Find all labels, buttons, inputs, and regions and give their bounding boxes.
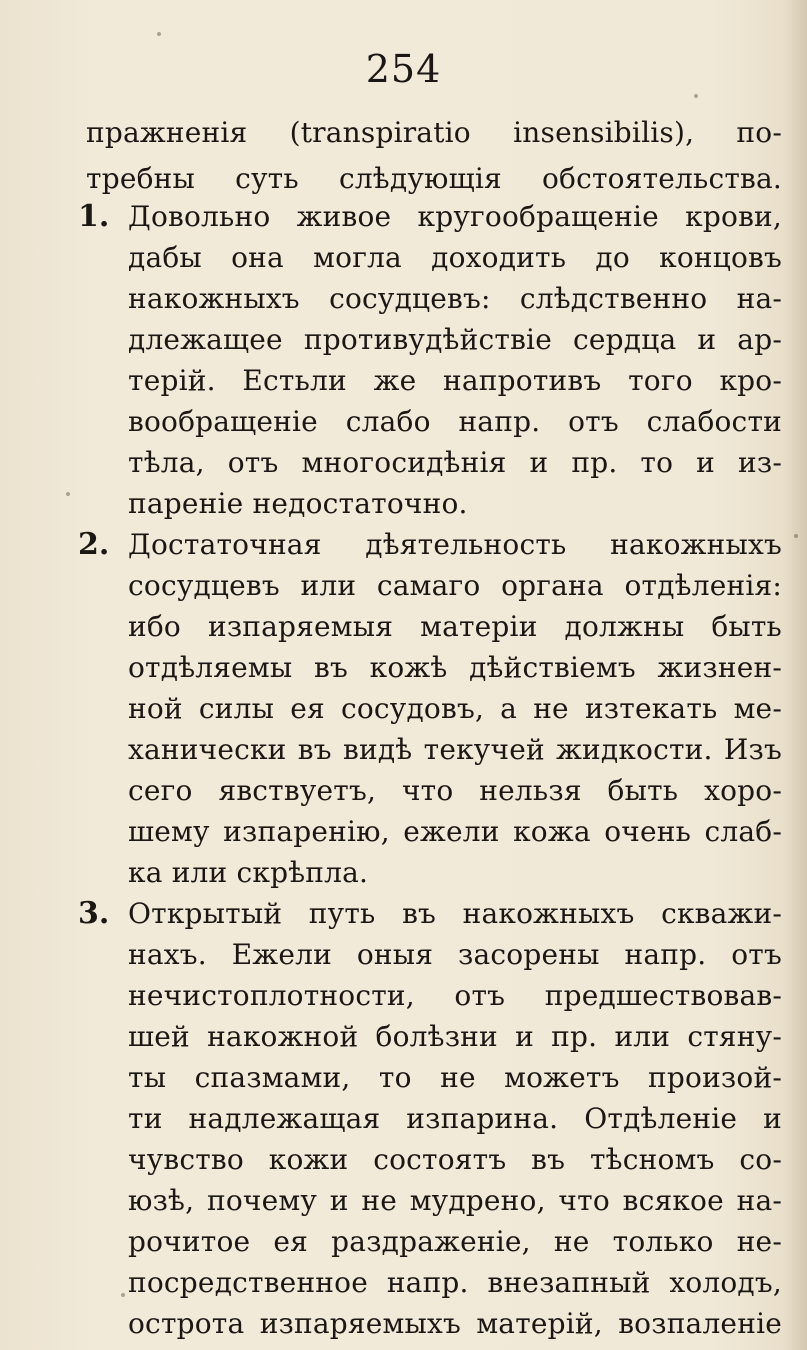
- ink-speck: [794, 534, 798, 538]
- item-number: 3.: [78, 896, 110, 931]
- page-edge-shadow: [783, 0, 807, 1350]
- text-line: нечистоплотности, отъ предшествовав-: [128, 979, 782, 1012]
- text-line: длежащее противудѣйствіе сердца и ар-: [128, 323, 782, 356]
- text-line: пражненія (transpiratio insensibilis), по-: [86, 116, 782, 149]
- text-line: ка или скрѣпла.: [128, 856, 369, 889]
- text-line: рочитое ея раздраженіе, не только не-: [128, 1225, 782, 1258]
- text-line: отдѣляемы въ кожѣ дѣйствіемъ жизнен-: [128, 651, 782, 684]
- text-line: Достаточная дѣятельность накожныхъ: [128, 528, 782, 561]
- text-line: посредственное напр. внезапный холодъ,: [128, 1266, 782, 1299]
- text-line: дабы она могла доходить до концовъ: [128, 241, 782, 274]
- page-number: 254: [365, 47, 442, 91]
- text-line: требны суть слѣдующія обстоятельства.: [86, 162, 782, 195]
- text-line: нахъ. Ежели оныя засорены напр. отъ: [128, 938, 782, 971]
- text-line: ибо изпаряемыя матеріи должны быть: [128, 610, 782, 643]
- text-line: сего явствуетъ, что нельзя быть хоро-: [128, 774, 782, 807]
- item-number: 1.: [78, 199, 110, 234]
- text-line: терій. Естьли же напротивъ того кро-: [128, 364, 782, 397]
- text-line: ти надлежащая изпарина. Отдѣленіе и: [128, 1102, 782, 1135]
- text-line: юзѣ, почему и не мудрено, что всякое на-: [128, 1184, 782, 1217]
- text-line: пареніе недостаточно.: [128, 487, 468, 520]
- ink-speck: [66, 492, 70, 496]
- item-number: 2.: [78, 527, 110, 562]
- text-line: ной силы ея сосудовъ, а не изтекать ме-: [128, 692, 782, 725]
- text-line: Довольно живое кругообращеніе крови,: [128, 200, 782, 233]
- ink-speck: [157, 32, 161, 36]
- text-line: шему изпаренію, ежели кожа очень слаб-: [128, 815, 782, 848]
- text-line: ты спазмами, то не можетъ произой-: [128, 1061, 782, 1094]
- text-line: тѣла, отъ многосидѣнія и пр. то и из-: [128, 446, 782, 479]
- text-line: Открытый путь въ накожныхъ скважи-: [128, 897, 782, 930]
- text-line: вообращеніе слабо напр. отъ слабости: [128, 405, 782, 438]
- text-line: острота изпаряемыхъ матерій, возпаленіе: [128, 1307, 782, 1340]
- text-line: чувство кожи состоятъ въ тѣсномъ со-: [128, 1143, 782, 1176]
- ink-speck: [121, 1293, 125, 1297]
- text-line: шей накожной болѣзни и пр. или стяну-: [128, 1020, 782, 1053]
- ink-speck: [694, 94, 698, 98]
- text-line: ханически въ видѣ текучей жидкости. Изъ: [128, 733, 782, 766]
- text-line: накожныхъ сосудцевъ: слѣдственно на-: [128, 282, 782, 315]
- text-line: сосудцевъ или самаго органа отдѣленія:: [128, 569, 782, 602]
